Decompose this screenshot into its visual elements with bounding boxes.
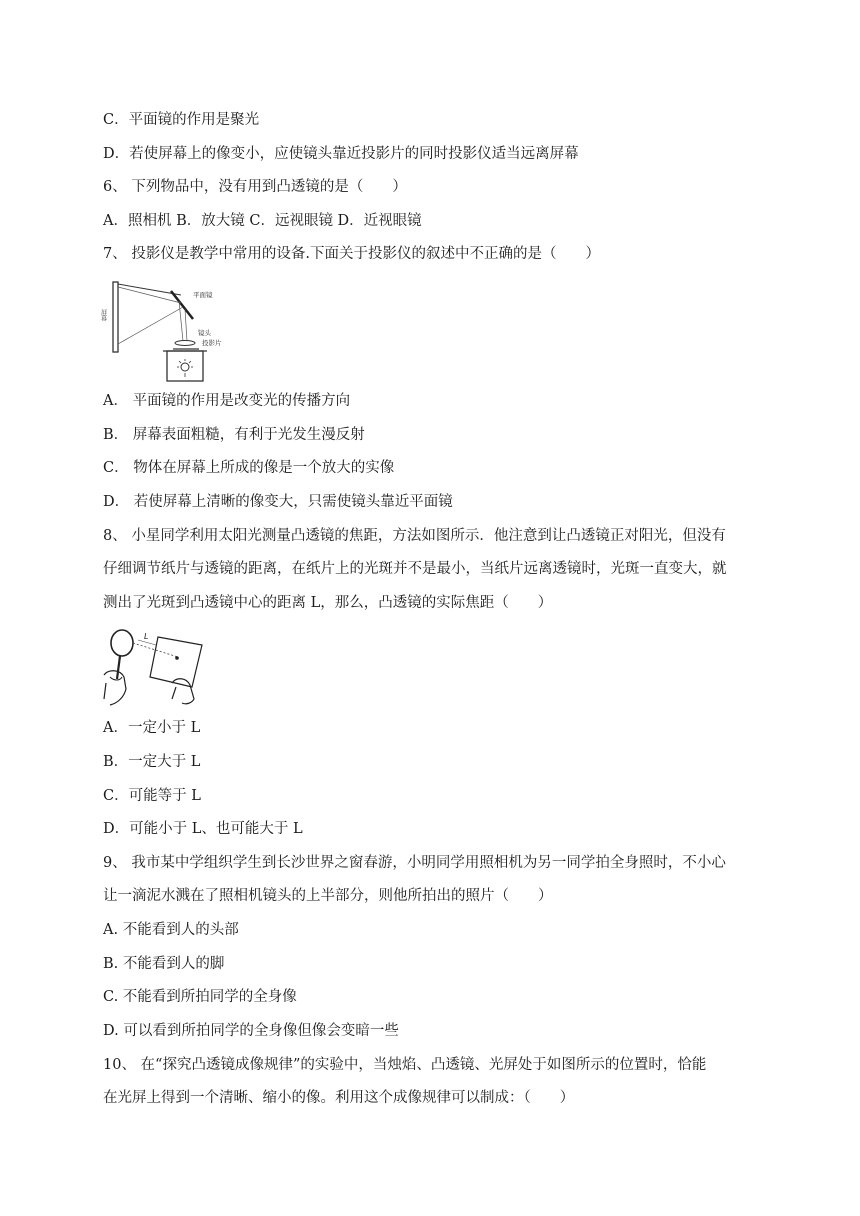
mirror-label: 平面镜: [193, 291, 213, 299]
option-c-q8: C．可能等于 L: [103, 788, 201, 804]
question-8-line3: 测出了光斑到凸透镜中心的距离 L，那么，凸透镜的实际焦距（ ）: [103, 595, 553, 611]
question-6-options: A．照相机 B．放大镜 C．远视眼镜 D．近视眼镜: [103, 213, 422, 229]
option-a-q9: A. 不能看到人的头部: [103, 922, 239, 938]
question-7: 7、 投影仪是教学中常用的设备.下面关于投影仪的叙述中不正确的是（ ）: [103, 246, 600, 262]
question-8-line2: 仔细调节纸片与透镜的距离，在纸片上的光斑并不是最小，当纸片远离透镜时，光斑一直变大，就: [103, 561, 727, 577]
option-d-q5: D．若使屏幕上的像变小，应使镜头靠近投影片的同时投影仪适当远离屏幕: [103, 146, 579, 162]
option-a-q8: A．一定小于 L: [103, 720, 201, 736]
option-a-q7: A． 平面镜的作用是改变光的传播方向: [103, 393, 351, 409]
question-6: 6、 下列物品中，没有用到凸透镜的是（ ）: [103, 179, 407, 195]
option-d-q8: D．可能小于 L、也可能大于 L: [103, 821, 303, 837]
projector-figure: [101, 279, 236, 387]
lens-paper-figure: [100, 627, 210, 707]
question-10-line2: 在光屏上得到一个清晰、缩小的像。利用这个成像规律可以制成：（ ）: [103, 1090, 575, 1106]
option-b-q7: B． 屏幕表面粗糙，有利于光发生漫反射: [103, 427, 365, 443]
option-c-q5: C．平面镜的作用是聚光: [103, 112, 260, 128]
option-c-q9: C. 不能看到所拍同学的全身像: [103, 989, 297, 1005]
question-8-line1: 8、 小星同学利用太阳光测量凸透镜的焦距，方法如图所示．他注意到让凸透镜正对阳光，但没有: [103, 528, 726, 544]
option-b-q9: B. 不能看到人的脚: [103, 956, 225, 972]
question-9-line1: 9、 我市某中学组织学生到长沙世界之窗春游，小明同学用照相机为另一同学拍全身照时，不小心: [103, 855, 726, 871]
lens-label: 镜头: [198, 329, 211, 337]
question-9-line2: 让一滴泥水溅在了照相机镜头的上半部分，则他所拍出的照片（ ）: [103, 888, 553, 904]
option-b-q8: B．一定大于 L: [103, 754, 201, 770]
screen-label: 屏幕: [99, 309, 107, 321]
option-d-q9: D. 可以看到所拍同学的全身像但像会变暗一些: [103, 1023, 399, 1039]
slide-label: 投影片: [202, 339, 222, 347]
distance-L-label: L: [144, 632, 149, 641]
option-c-q7: C． 物体在屏幕上所成的像是一个放大的实像: [103, 460, 395, 476]
question-10-line1: 10、 在“探究凸透镜成像规律”的实验中，当烛焰、凸透镜、光屏处于如图所示的位置时，恰能: [103, 1057, 707, 1073]
option-d-q7: D． 若使屏幕上清晰的像变大，只需使镜头靠近平面镜: [103, 494, 453, 510]
